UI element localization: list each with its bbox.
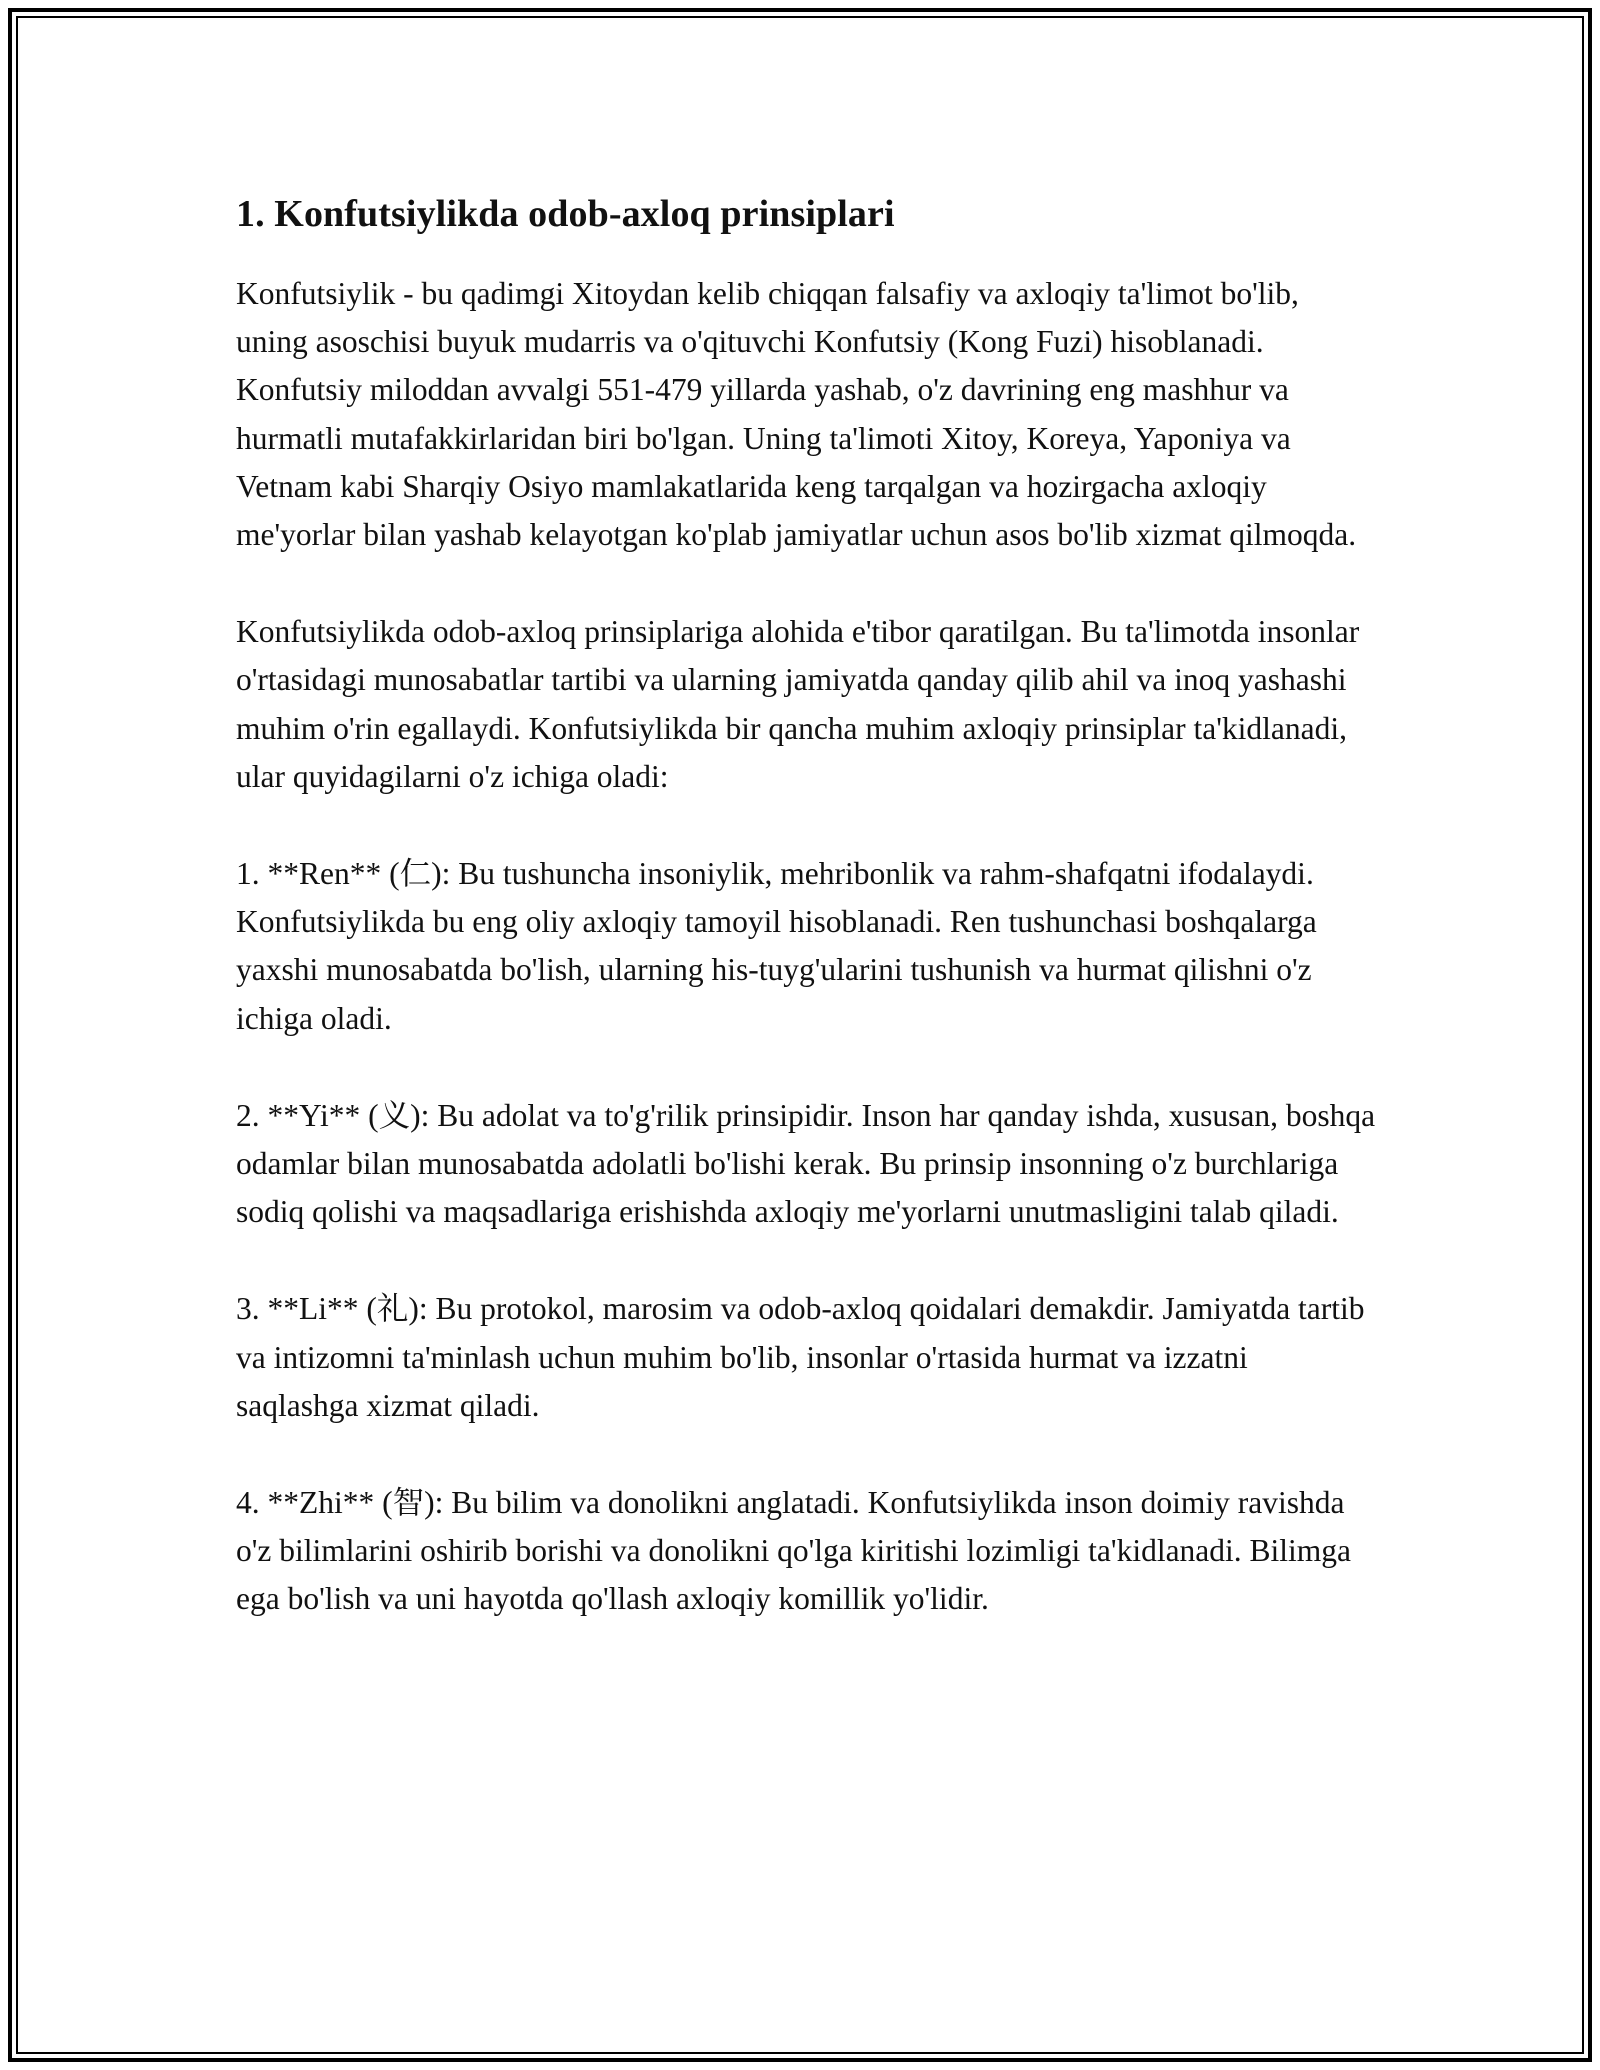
- principles-intro-paragraph: Konfutsiylikda odob-axloq prinsiplariga alohida e'tibor qaratilgan. Bu ta'limotda insonlar o'rtasidagi munosabatlar tartibi va ularning jamiyatda qanday qilib ahil va inoq yashashi muhim o'rin egallaydi. Konfutsiylikda bir qancha muhim axloqiy prinsiplar ta'kidlanadi, ular quyidagilarni o'z ichiga oladi:: [236, 614, 1360, 794]
- principle-yi-paragraph: 2. **Yi** (义): Bu adolat va to'g'rilik prinsipidir. Inson har qanday ishda, xususan, boshqa odamlar bilan munosabatda adolatli bo'lishi kerak. Bu prinsip insonning o'z burchlariga sodiq qolishi va maqsadlariga erishishda axloqiy me'yorlarni unutmasligini talab qiladi.: [236, 1097, 1376, 1230]
- intro-paragraph: Konfutsiylik - bu qadimgi Xitoydan kelib chiqqan falsafiy va axloqiy ta'limot bo'lib, uning asoschisi buyuk mudarris va o'qituvchi Konfutsiy (Kong Fuzi) hisoblanadi. Konfutsiy miloddan avvalgi 551-479 yillarda yashab, o'z davrining eng mashhur va hurmatli mutafakkirlaridan biri bo'lgan. Uning ta'limoti Xitoy, Koreya, Yaponiya va Vetnam kabi Sharqiy Osiyo mamlakatlarida keng tarqalgan va hozirgacha axloqiy me'yorlar bilan yashab kelayotgan ko'plab jamiyatlar uchun asos bo'lib xizmat qilmoqda.: [236, 276, 1357, 553]
- principle-li-paragraph: 3. **Li** (礼): Bu protokol, marosim va odob-axloq qoidalari demakdir. Jamiyatda tartib va intizomni ta'minlash uchun muhim bo'lib, insonlar o'rtasida hurmat va izzatni saqlashga xizmat qiladi.: [236, 1291, 1365, 1423]
- document-body: [236, 186, 1376, 1624]
- principle-zhi-paragraph: 4. **Zhi** (智): Bu bilim va donolikni anglatadi. Konfutsiylikda inson doimiy ravishda o'z bilimlarini oshirib borishi va donolikni qo'lga kiritishi lozimligi ta'kidlanadi. Bilimga ega bo'lish va uni hayotda qo'llash axloqiy komillik yo'lidir.: [236, 1485, 1352, 1617]
- section-title: 1. Konfutsiylikda odob-axloq prinsiplari: [236, 193, 895, 235]
- principle-ren-paragraph: 1. **Ren** (仁): Bu tushuncha insoniylik, mehribonlik va rahm-shafqatni ifodalaydi. Konfutsiylikda bu eng oliy axloqiy tamoyil hisoblanadi. Ren tushunchasi boshqalarga yaxshi munosabatda bo'lish, ularning his-tuyg'ularini tushunish va hurmat qilishni o'z ichiga oladi.: [236, 856, 1317, 1036]
